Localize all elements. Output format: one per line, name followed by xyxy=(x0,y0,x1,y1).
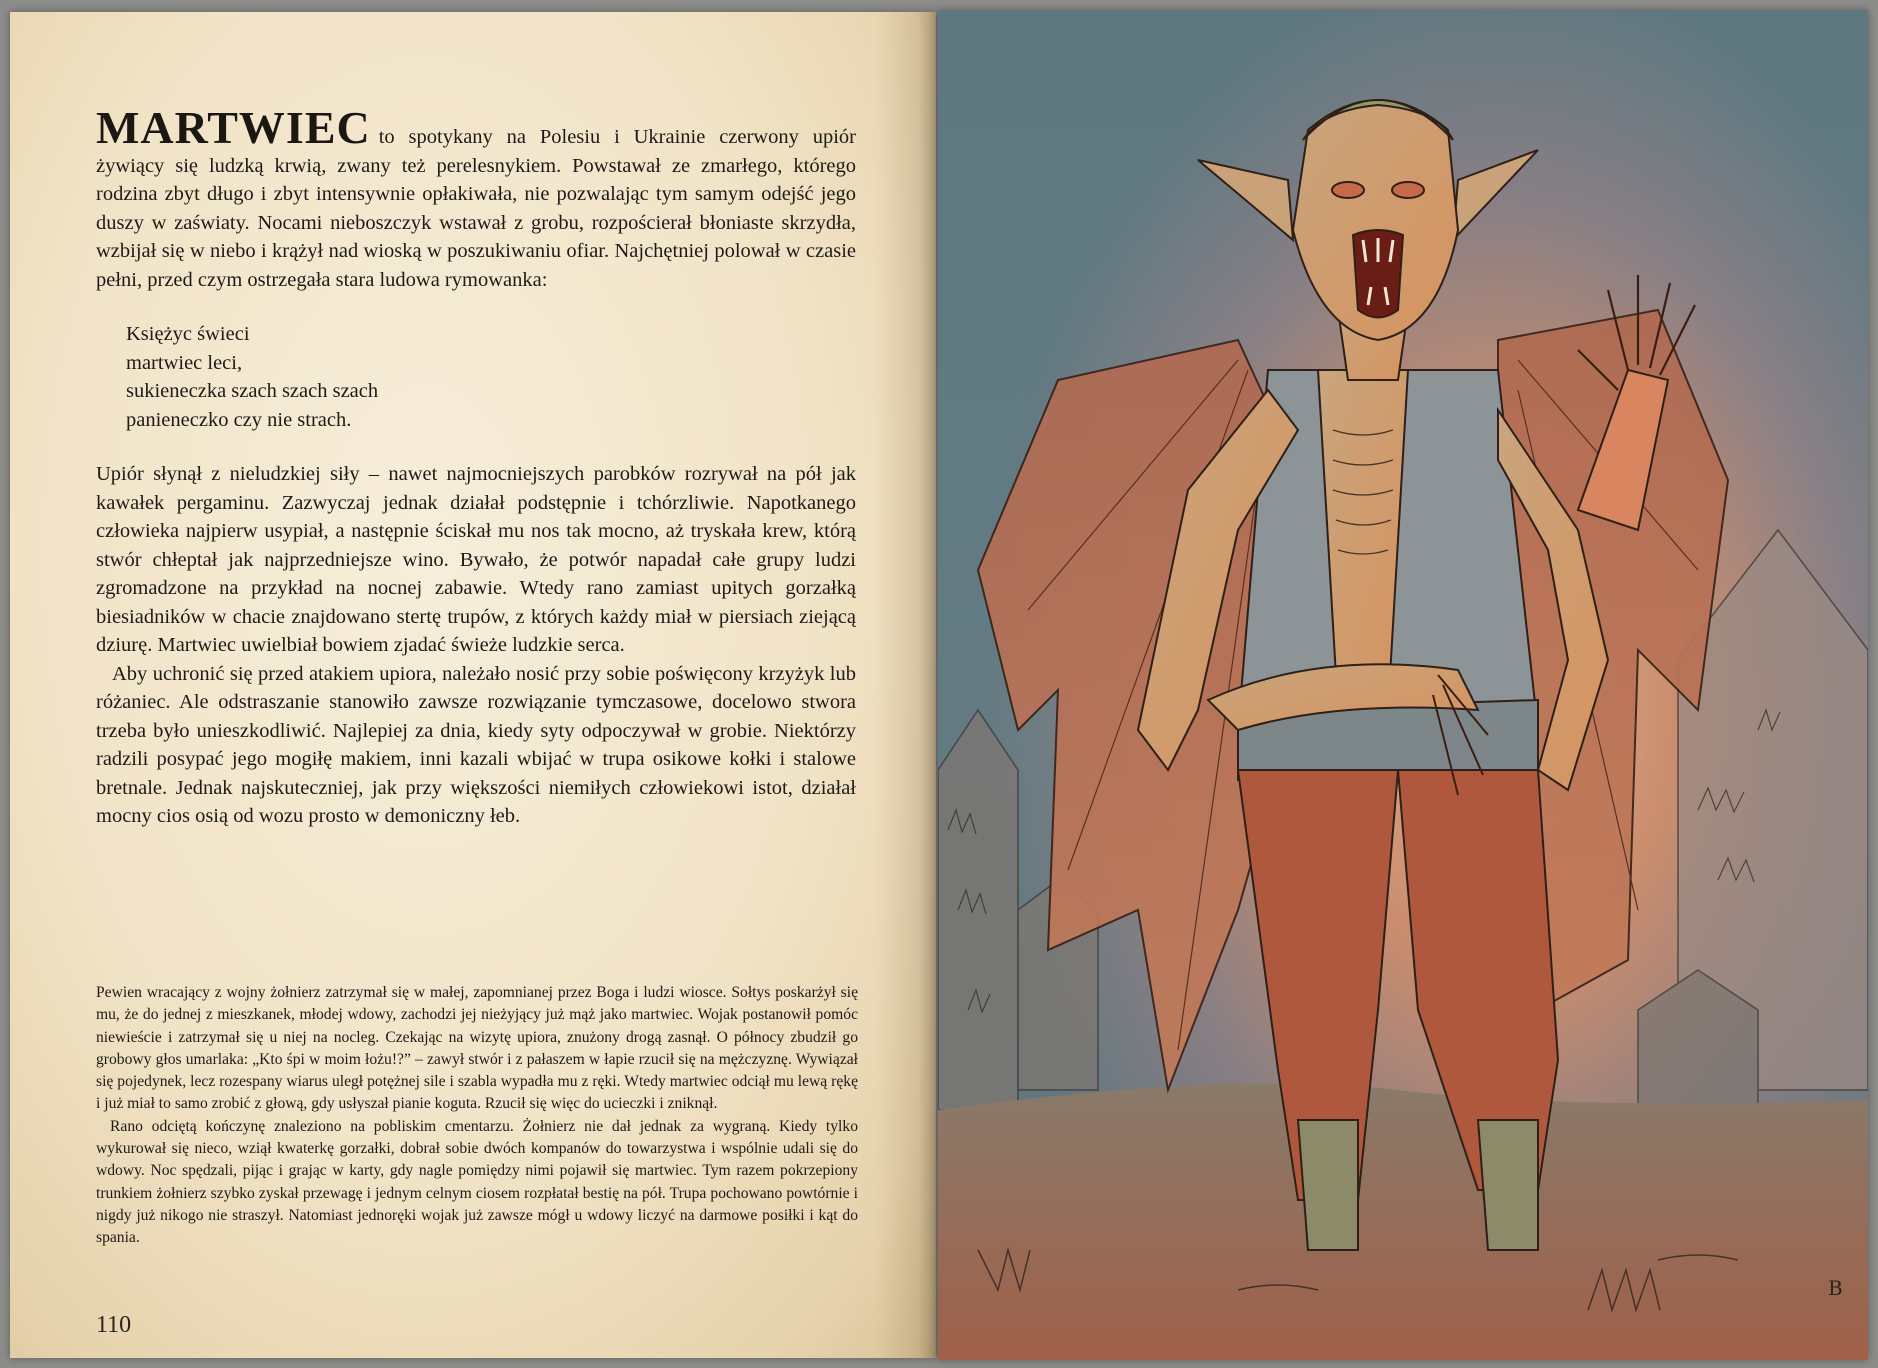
artist-signature: B xyxy=(1828,1276,1843,1300)
entry-heading: MARTWIEC xyxy=(96,102,371,153)
legend-story xyxy=(96,982,858,1250)
intro-text: to spotykany na Polesiu i Ukrainie czerwony upiór żywiący się ludzką krwią, zwany też perelesnykiem. Powstawał ze zmarłego, którego rodzina zbyt długo i zbyt intensywnie opłakiwała, nie pozwalając tym samym odejść jego duszy w zaświaty. Nocami nieboszczyk wstawał z grobu, rozpościerał błoniaste skrzydła, wzbijał się w niebo i krążył nad wioską w poszukiwaniu ofiar. Najchętniej polował w czasie pełni, przed czym ostrzegała stara ludowa rymowanka: xyxy=(96,126,856,291)
folk-rhyme xyxy=(126,320,856,434)
body-paragraph: Upiór słynął z nieludzkiej siły – nawet najmocniejszych parobków rozrywał na pół jak kawałek pergaminu. Zazwyczaj jednak działał podstępnie i tchórzliwie. Napotkanego człowieka najpierw usypiał, a następnie ściskał mu nos tak mocno, aż tryskała krew, którą stwór chłeptał jak najprzedniejsze wino. Bywało, że potwór napadał całe grupy ludzi zgromadzone na przykład na nocnej zabawie. Wtedy rano zamiast upitych gorzałką biesiadników w chacie znajdowano stertę trupów, z których każdy miał w piersiach ziejącą dziurę. Martwiec uwielbiał bowiem zjadać świeże ludzkie serca. xyxy=(96,463,856,656)
main-text-column xyxy=(96,102,856,831)
intro-paragraph xyxy=(96,102,856,294)
rhyme-line: martwiec leci, xyxy=(126,351,243,374)
page-number: 110 xyxy=(96,1312,132,1338)
martwiec-illustration xyxy=(938,10,1868,1360)
right-page-illustration xyxy=(938,10,1868,1360)
rhyme-line: sukieneczka szach szach szach xyxy=(126,380,379,402)
rhyme-line: Księżyc świeci xyxy=(126,323,250,345)
left-page xyxy=(10,12,936,1358)
body-paragraph: Aby uchronić się przed atakiem upiora, należało nosić przy sobie poświęcony krzyżyk lub różaniec. Ale odstraszanie stanowiło zawsze rozwiązanie tymczasowe, docelowo stwora trzeba było unieszkodliwić. Najlepiej za dnia, kiedy syty odpoczywał w grobie. Niektórzy radzili posypać jego mogiłę makiem, inni kazali wbijać w trupa osikowe kołki i stalowe bretnale. Jednak najskuteczniej, jak przy większości niemiłych człowiekowi istot, działał mocny cios osią od wozu prosto w demoniczny łeb. xyxy=(96,662,856,827)
rhyme-line: panieneczko czy nie strach. xyxy=(126,408,352,431)
ground xyxy=(938,1083,1868,1360)
gutter-shadow xyxy=(876,12,936,1358)
story-paragraph: Rano odciętą kończynę znaleziono na pobliskim cmentarzu. Żołnierz nie dał jednak za wygraną. Kiedy tylko wykurował się nieco, wziął kwaterkę gorzałki, dobrał sobie dwóch kompanów do towarzystwa i wspólnie udali się do wdowy. Noc spędzali, pijąc i grając w karty, gdy nagle pomiędzy nimi pojawił się martwiec. Tym razem pokrzepiony trunkiem żołnierz szybko zyskał przewagę i jednym celnym ciosem rozpłatał bestię na pół. Trupa pochowano powtórnie i nigdy już nikogo nie straszył. Natomiast jednoręki wojak już zawsze mógł u wdowy liczyć na darmowe posiłki i kąt do spania. xyxy=(96,1117,858,1247)
story-paragraph: Pewien wracający z wojny żołnierz zatrzymał się w małej, zapomnianej przez Boga i ludzi wiosce. Sołtys poskarżył się mu, że do jednej z mieszkanek, młodej wdowy, zachodzi jej nieżyjący już mąż jako martwiec. Wojak postanowił pomóc niewieście i zatrzymał się u niej na nocleg. Czekając na wizytę upiora, znużony drogą zasnął. O północy zbudził go grobowy głos umarlaka: „Kto śpi w moim łożu!?” – zawył stwór i z pałaszem w łapie rzucił się na mężczyznę. Wywiązał się pojedynek, lecz rozespany wiarus uległ potężnej sile i szabla wypadła mu z ręki. Wtedy martwiec odciął mu lewą rękę i już miał to samo zrobić z głową, gdy usłyszał pianie koguta. Rzucił się więc do ucieczki i zniknął. xyxy=(96,984,858,1113)
